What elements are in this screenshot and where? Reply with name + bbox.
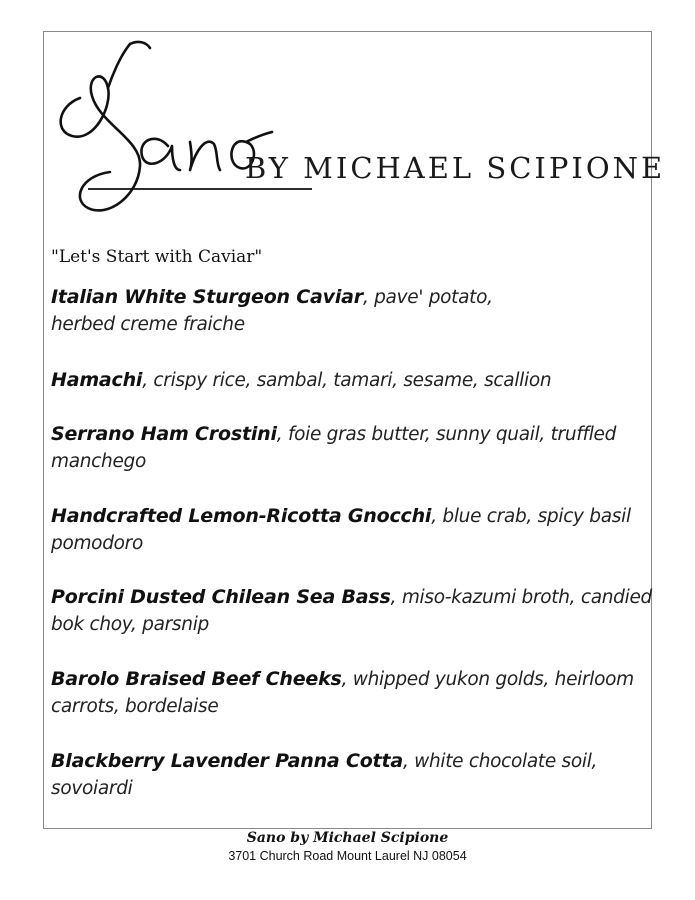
menu-item	[51, 584, 654, 638]
dish-name: Porcini Dusted Chilean Sea Bass	[51, 586, 391, 608]
menu-item	[51, 421, 654, 475]
dish-description-cont: sovoiardi	[51, 778, 133, 799]
dish-name: Serrano Ham Crostini	[51, 423, 277, 445]
dish-description: , whipped yukon golds, heirloom	[341, 669, 634, 690]
dish-name: Blackberry Lavender Panna Cotta	[51, 750, 403, 772]
dish-description-cont: pomodoro	[51, 533, 143, 554]
dish-name: Barolo Braised Beef Cheeks	[51, 668, 342, 690]
dish-description: , pave' potato,	[362, 287, 493, 308]
dish-description: , foie gras butter, sunny quail, truffled	[276, 424, 617, 445]
dish-description: , blue crab, spicy basil	[431, 506, 631, 527]
byline: BY MICHAEL SCIPIONE	[245, 151, 666, 185]
menu-item	[51, 284, 654, 338]
dish-description-cont: bok choy, parsnip	[51, 614, 209, 635]
dish-description-cont: herbed creme fraiche	[51, 314, 245, 335]
footer-restaurant-name: Sano by Michael Scipione	[246, 830, 449, 846]
dish-description-cont: carrots, bordelaise	[51, 696, 219, 717]
footer-address: 3701 Church Road Mount Laurel NJ 08054	[228, 849, 467, 863]
section-heading: "Let's Start with Caviar"	[51, 247, 263, 267]
dish-description-cont: manchego	[51, 451, 147, 472]
dish-name: Italian White Sturgeon Caviar	[51, 286, 363, 308]
dish-description: , crispy rice, sambal, tamari, sesame, scallion	[142, 370, 552, 391]
menu-item	[51, 503, 654, 557]
dish-name: Handcrafted Lemon-Ricotta Gnocchi	[51, 505, 432, 527]
dish-name: Hamachi	[51, 369, 143, 391]
sano-script-logo	[50, 36, 320, 226]
menu-item	[51, 367, 654, 394]
dish-description: , miso-kazumi broth, candied	[390, 587, 652, 608]
dish-description: , white chocolate soil,	[402, 751, 598, 772]
menu-item	[51, 666, 654, 720]
menu-item	[51, 748, 654, 802]
